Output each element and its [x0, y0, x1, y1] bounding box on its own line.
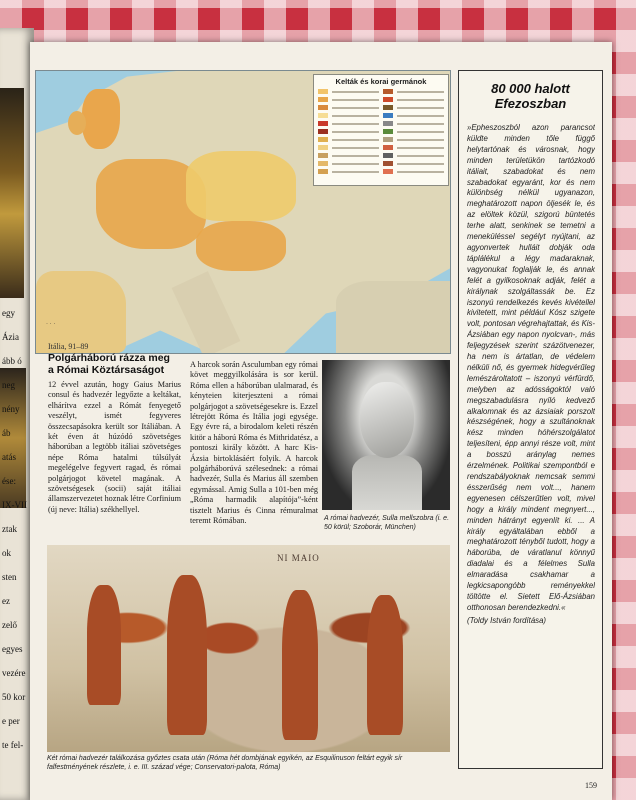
- sulla-bust-photo: [322, 360, 450, 510]
- left-page-text-fragment: nény: [2, 404, 20, 414]
- left-page-text-fragment: Ázia: [2, 332, 19, 342]
- left-page-text-fragment: ább ó: [2, 356, 22, 366]
- sidebar-title: 80 000 halott Efezoszban: [491, 81, 570, 111]
- sidebar-body-wrap: [467, 123, 595, 763]
- left-page-edge: [0, 28, 34, 800]
- fresco-caption: Két római hadvezér találkozása győztes csata után (Róma hét dombjának egyikén, az Esquilinuson feltárt egyik sír falfestményének részlete, i. e. III. század vége; Conservatori-palota, Róma): [47, 755, 403, 771]
- left-page-text-fragment: ok: [2, 548, 11, 558]
- left-page-text-fragment: e per: [2, 716, 20, 726]
- fresco-photo: [47, 545, 450, 752]
- bust-caption: A római hadvezér, Sulla mellszobra (i. e. 50 körül; Szoborár, München): [324, 515, 450, 531]
- left-page-text-fragment: vezére: [2, 668, 26, 678]
- left-page-text-fragment: egy: [2, 308, 15, 318]
- sidebar-box: [458, 70, 603, 769]
- left-page-text-fragment: sten: [2, 572, 17, 582]
- left-page-text-fragment: IX-VII: [2, 500, 27, 510]
- left-page-text-fragment: ztak: [2, 524, 17, 534]
- article-column-2: A harcok során Asculumban egy római követ meggyilkolására is sor kerül. Róma ellen a háborúban ulalmarad, és kényteien kiterjeszteni a római polgárjogot a szövetségesekre is. Ezzel létrejött Róma és Itália jogi egysége. Egy évre rá, a birodalom keleti részén kitör a háború Róma és Mithridatész, a pontoszi király között. A harc Kis-Ázsia birtoklásáért folyik. A harcok polgárháborúvá szélesednek: a római hadvezér, Sulla és Marius áll szemben egymással. Amig Sulla a 101-ben még „Róma harmadik alapítója”-ként tisztelt Marius és Cinna rémuralmat teremt Rómában.: [190, 360, 318, 526]
- article-column-1: 12 évvel azután, hogy Gaius Marius consul és hadvezér legyőzte a keltákat, elhárítva ezzel a Rómát fenyegető veszélyt, ismét fegyveres összecsapásokra került sor Itáliában. A két éven át húzódó szövetséges háborúban a legtöbb itáliai szövetséges népe Róma hatalmi túlsúlyát megelégelve fegyvert ragad, és római polgárjogot követel magának. A szövetségesek (socii) saját itáliai államszervezetet hoznak létre Corfinium (új neve: Itália) székhellyel.: [48, 380, 181, 514]
- sidebar-credit: (Toldy István fordítása): [467, 615, 547, 625]
- left-page-text-fragment: 50 kor: [2, 692, 26, 702]
- map-region-label: · · ·: [46, 321, 56, 327]
- left-page-text-fragment: ez: [2, 596, 10, 606]
- map-title: Kelták és korai germánok: [335, 77, 427, 86]
- left-page-text-fragment: egyes: [2, 644, 23, 654]
- left-page-text-fragment: áb: [2, 428, 11, 438]
- left-page-text-fragment: te fel-: [2, 740, 24, 750]
- map-legend: [313, 74, 449, 186]
- article-kicker: Itália, 91–89: [48, 342, 89, 351]
- article-headline: Polgárháború rázza meg a Római Köztársaságot: [48, 352, 170, 376]
- left-page-text-fragment: neg: [2, 380, 15, 390]
- sculpture-photo-fragment: [0, 88, 24, 298]
- left-page-text-fragment: ése:: [2, 476, 16, 486]
- left-page-text-fragment: zelő: [2, 620, 17, 630]
- left-page-text-fragment: atás: [2, 452, 16, 462]
- sidebar-body: »Epheszoszból azon parancsot küldte minden tőle függő helytartónak és városnak, hogy minden területükön tartózkodó itáliait, szabadokat és nem szabadokat egyaránt, kor és nem különbség nélkül ugyanazon, meghatározott napon öljesék le, és az elöltek közül, szigorú büntetés terhe alatt, senkinek se temetni a meneküléssel segélyt nyújtani, az agyonvertek hulláit dobják oda táplálékul a légy madaraknak, vagyonukat foglalják le, és annak felét a gyilkosoknak adják, felét a királynak szolgáltassák be. Ez iszonyú rendelkezés kevés kivétellel kivitetett, mint például Kósz szigete volt, pontosan végrehajtattak, és Kis-Ázsiában egy napon nyolcvan-, más feljegyzések szerint százötvenezer, ha nem is ártatlan, de védelem nélküli nő, és gyermek hidegvérűleg lemészároltatott – iszonyú vérfürdő, melyben az adósságoktól való megszabadulásra nyíló kedvező alkalomnak és az ázsiaiak porszolt készségének, hogy a szultánoknak kész minden hóhérszolgálatot teljesíteni, épp annyi része volt, mint a bosszú aránylag nemes érzelmének. Politikai szempontból e rendszabályoknak nemcsak semmi ésszerűség nem volt..., hanem egyenesen célszerűtlen volt, mivel hogy a király mindent megnyert..., minden hátrányt egyenlít ki. ... A király egyáltalában ebből a meghatározott tényből tudott, hogy a háborúba, de váratlanul könnyű diadalai és a félelmes Sulla elmaradása csakhamar a legkicsapongóbb reményekkel töltötte el. Sietett Elő-Ázsiában otthonosan berendezkedni.«: [467, 123, 595, 612]
- page-number: 159: [585, 781, 597, 790]
- fresco-inscription: NI MAIO: [277, 553, 320, 563]
